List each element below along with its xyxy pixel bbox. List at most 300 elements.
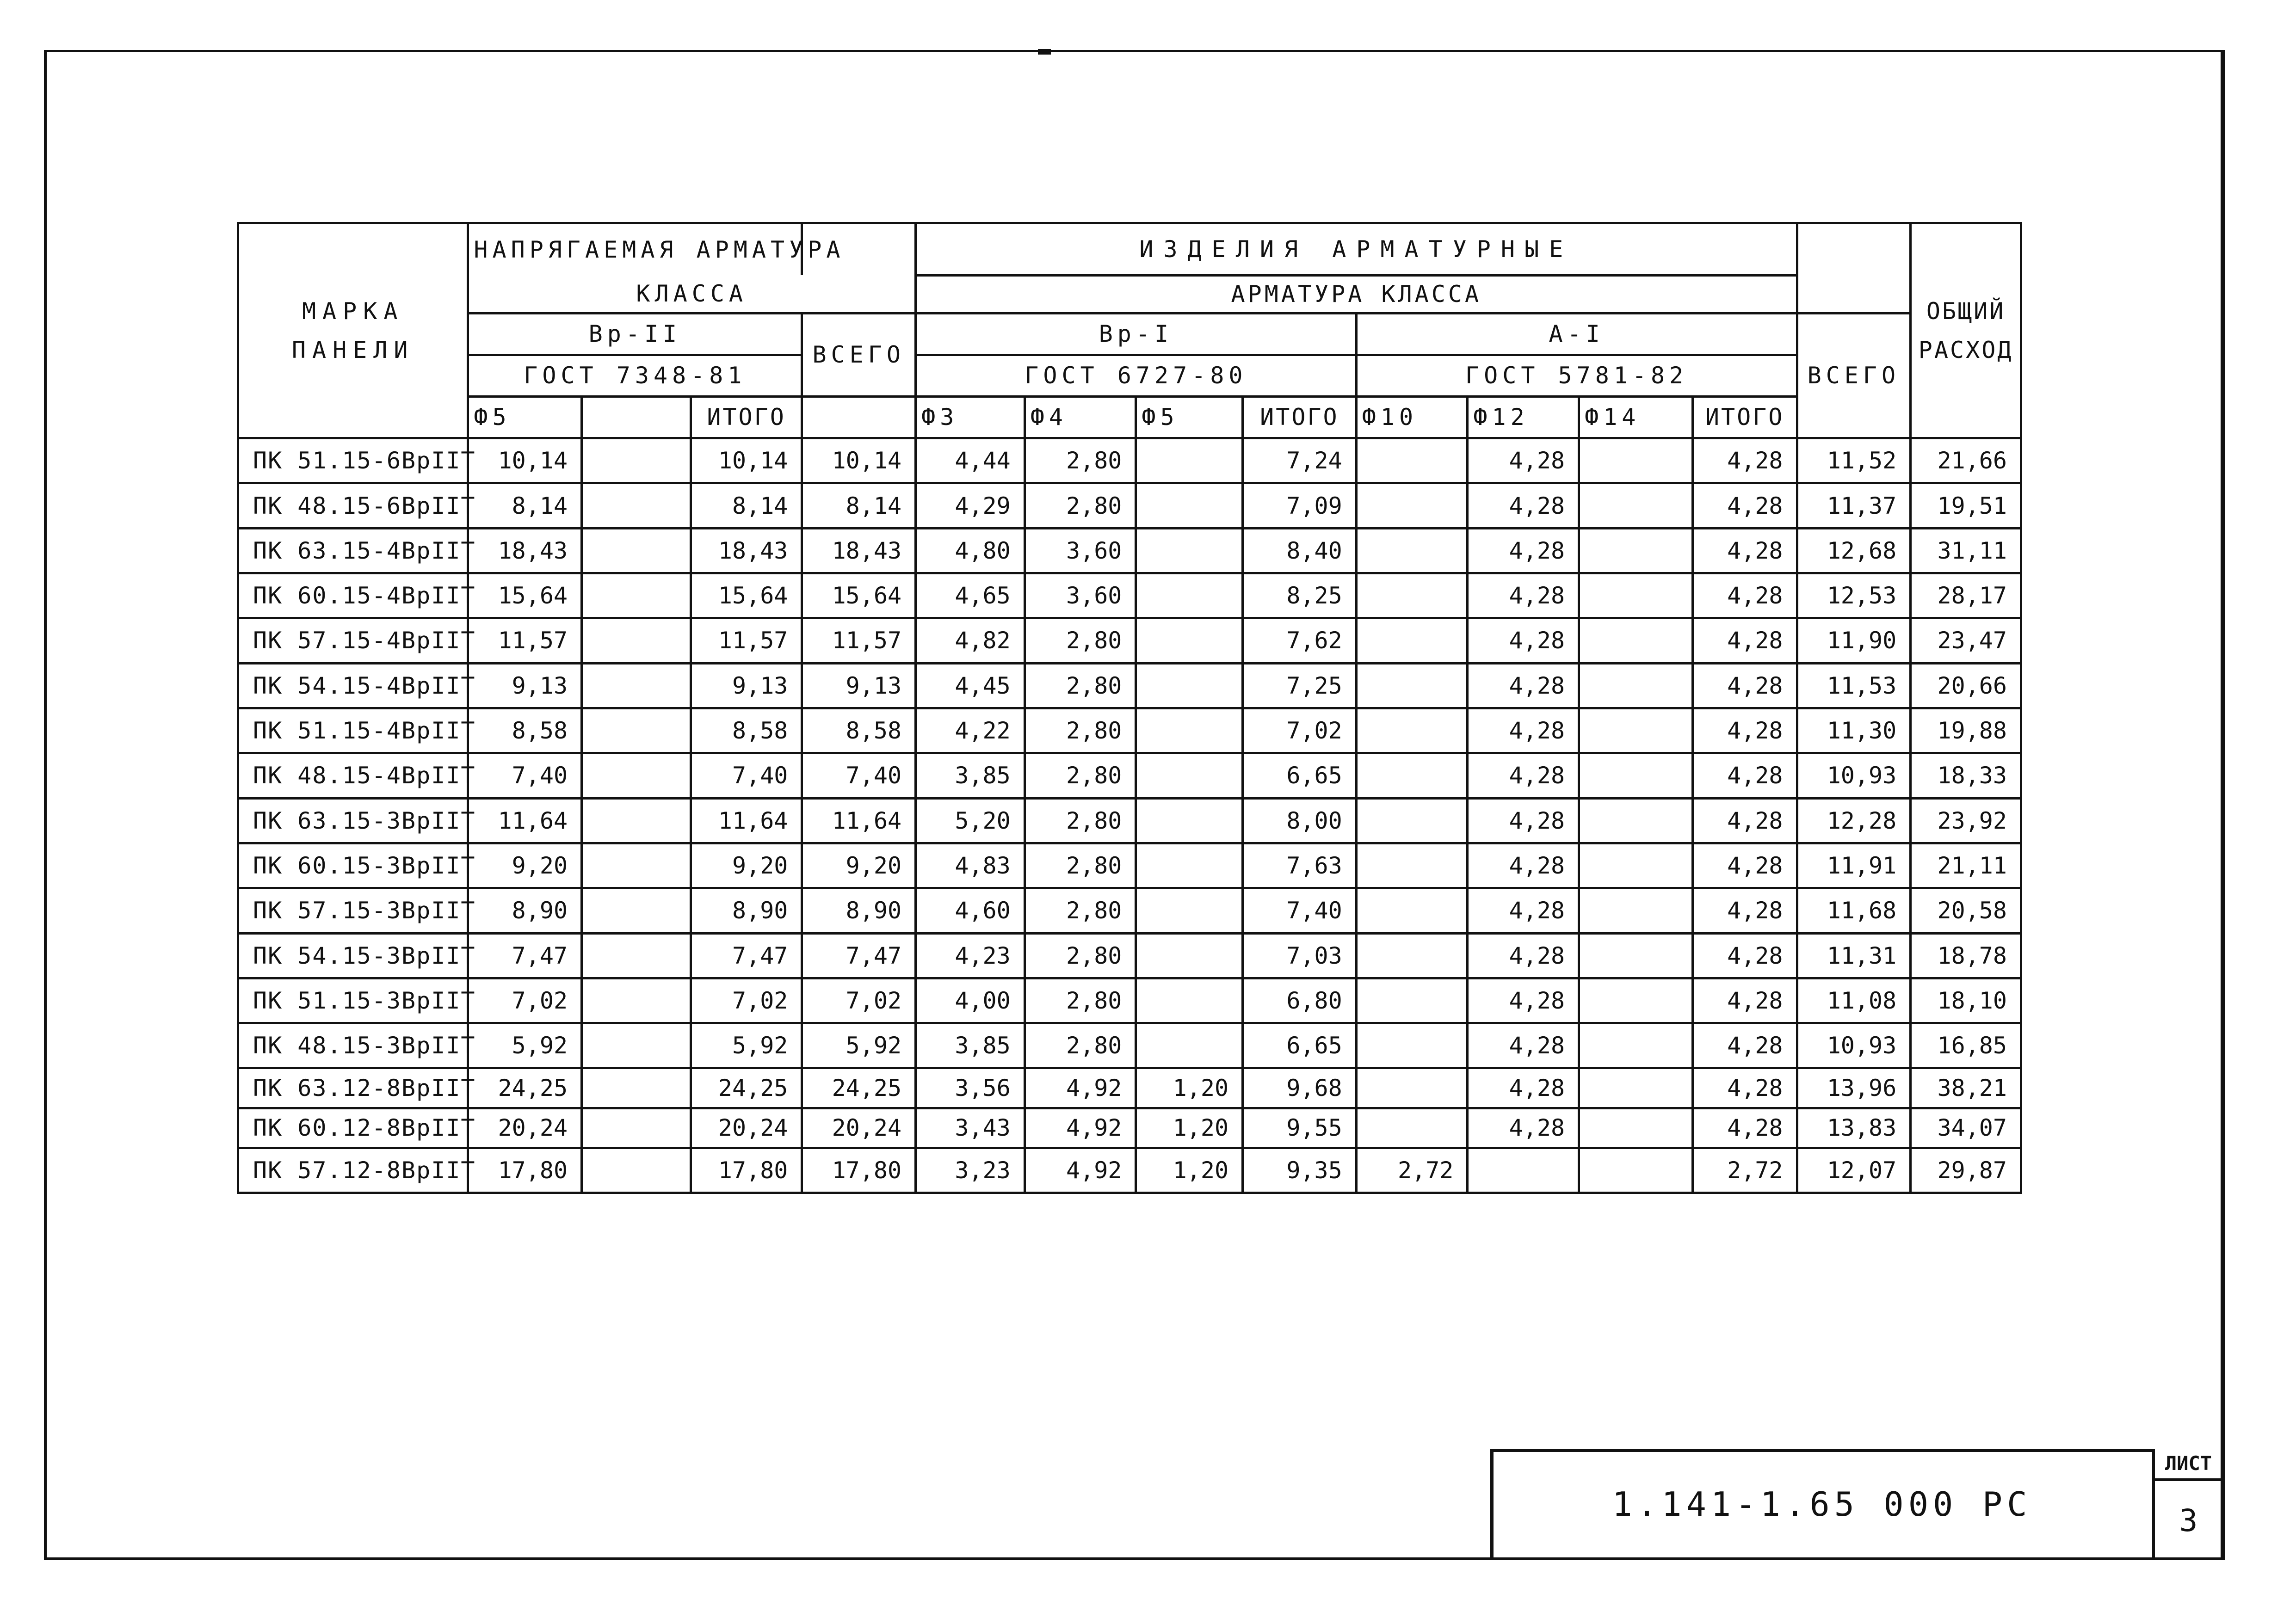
cell-f14 (1579, 843, 1693, 888)
cell-it2: 4,28 (1692, 933, 1797, 978)
cell-it2: 4,28 (1692, 1068, 1797, 1108)
cell-mark: ПК 48.15-4ВрIIТ (238, 753, 468, 798)
cell-f10 (1356, 663, 1468, 708)
table-row (238, 798, 2021, 843)
cell-blank (582, 888, 691, 933)
cell-blank (582, 528, 691, 573)
cell-all: 31,11 (1911, 528, 2021, 573)
header-prestressed-total: ВСЕГО (802, 313, 916, 396)
cell-f3: 4,82 (916, 618, 1025, 663)
cell-f5 (1136, 888, 1243, 933)
cell-ptot: 17,80 (802, 1148, 916, 1193)
cell-pit: 11,57 (691, 618, 802, 663)
cell-it1: 6,65 (1243, 753, 1357, 798)
cell-it1: 7,02 (1243, 708, 1357, 753)
cell-f12: 4,28 (1468, 438, 1579, 483)
cell-it1: 7,25 (1243, 663, 1357, 708)
cell-pit: 7,40 (691, 753, 802, 798)
cell-p5: 24,25 (468, 1068, 582, 1108)
cell-blank (582, 483, 691, 528)
cell-f4: 2,80 (1025, 798, 1136, 843)
cell-it1: 6,80 (1243, 978, 1357, 1023)
cell-ptot: 15,64 (802, 573, 916, 618)
cell-p5: 5,92 (468, 1023, 582, 1068)
cell-ptot: 11,64 (802, 798, 916, 843)
cell-blank (582, 978, 691, 1023)
cell-tot: 11,30 (1797, 708, 1911, 753)
cell-f5 (1136, 708, 1243, 753)
cell-mark: ПК 51.15-6ВрIIТ (238, 438, 468, 483)
cell-tot: 12,53 (1797, 573, 1911, 618)
cell-f10 (1356, 573, 1468, 618)
cell-f5: 1,20 (1136, 1148, 1243, 1193)
cell-f10 (1356, 888, 1468, 933)
header-products-class: АРМАТУРА КЛАССА (916, 275, 1797, 313)
cell-tot: 11,08 (1797, 978, 1911, 1023)
cell-f3: 4,65 (916, 573, 1025, 618)
table-row (238, 483, 2021, 528)
cell-blank (582, 933, 691, 978)
cell-it1: 6,65 (1243, 1023, 1357, 1068)
cell-mark: ПК 48.15-6ВрIIТ (238, 483, 468, 528)
sub-itogo-1: ИТОГО (691, 396, 802, 438)
cell-blank (582, 843, 691, 888)
cell-f14 (1579, 1023, 1693, 1068)
cell-mark: ПК 57.15-4ВрIIТ (238, 618, 468, 663)
cell-f3: 3,23 (916, 1148, 1025, 1193)
cell-tot: 12,07 (1797, 1148, 1911, 1193)
cell-f4: 2,80 (1025, 843, 1136, 888)
cell-all: 23,92 (1911, 798, 2021, 843)
header-overall: ОБЩИЙ РАСХОД (1911, 223, 2021, 438)
cell-p5: 15,64 (468, 573, 582, 618)
cell-all: 18,10 (1911, 978, 2021, 1023)
cell-it2: 4,28 (1692, 663, 1797, 708)
header-prestressed-class-word: КЛАССА (468, 275, 916, 313)
sub-blank-total (802, 396, 916, 438)
cell-mark: ПК 51.15-3ВрIIТ (238, 978, 468, 1023)
cell-f14 (1579, 933, 1693, 978)
cell-pit: 11,64 (691, 798, 802, 843)
cell-f3: 3,85 (916, 753, 1025, 798)
cell-p5: 10,14 (468, 438, 582, 483)
cell-f4: 2,80 (1025, 1023, 1136, 1068)
cell-p5: 18,43 (468, 528, 582, 573)
cell-f12: 4,28 (1468, 663, 1579, 708)
cell-f5 (1136, 483, 1243, 528)
cell-it2: 4,28 (1692, 1023, 1797, 1068)
cell-blank (582, 798, 691, 843)
cell-pit: 9,20 (691, 843, 802, 888)
cell-f10 (1356, 753, 1468, 798)
cell-blank (582, 573, 691, 618)
cell-it2: 4,28 (1692, 1108, 1797, 1148)
cell-tot: 11,91 (1797, 843, 1911, 888)
cell-ptot: 20,24 (802, 1108, 916, 1148)
cell-pit: 7,47 (691, 933, 802, 978)
cell-f14 (1579, 1068, 1693, 1108)
cell-mark: ПК 57.15-3ВрIIТ (238, 888, 468, 933)
cell-it1: 9,55 (1243, 1108, 1357, 1148)
cell-f14 (1579, 618, 1693, 663)
cell-f12: 4,28 (1468, 528, 1579, 573)
cell-ptot: 18,43 (802, 528, 916, 573)
header-products-top-blank (1797, 223, 1911, 314)
cell-f5 (1136, 438, 1243, 483)
cell-f3: 4,80 (916, 528, 1025, 573)
cell-f4: 2,80 (1025, 708, 1136, 753)
cell-ptot: 9,13 (802, 663, 916, 708)
cell-f5 (1136, 978, 1243, 1023)
cell-f10 (1356, 798, 1468, 843)
cell-f5 (1136, 933, 1243, 978)
sub-f10: Ф10 (1356, 396, 1468, 438)
header-mark: МАРКА ПАНЕЛИ (238, 223, 468, 438)
cell-tot: 11,37 (1797, 483, 1911, 528)
cell-f12: 4,28 (1468, 1068, 1579, 1108)
table-row (238, 663, 2021, 708)
cell-f5 (1136, 843, 1243, 888)
cell-p5: 17,80 (468, 1148, 582, 1193)
cell-it1: 7,62 (1243, 618, 1357, 663)
cell-p5: 7,40 (468, 753, 582, 798)
cell-it1: 8,40 (1243, 528, 1357, 573)
cell-tot: 11,31 (1797, 933, 1911, 978)
cell-tot: 10,93 (1797, 753, 1911, 798)
cell-mark: ПК 51.15-4ВрIIТ (238, 708, 468, 753)
cell-ptot: 11,57 (802, 618, 916, 663)
cell-blank (582, 663, 691, 708)
cell-all: 19,51 (1911, 483, 2021, 528)
sub-f3: Ф3 (916, 396, 1025, 438)
cell-tot: 11,53 (1797, 663, 1911, 708)
cell-it2: 4,28 (1692, 843, 1797, 888)
cell-f14 (1579, 528, 1693, 573)
cell-p5: 9,20 (468, 843, 582, 888)
cell-tot: 10,93 (1797, 1023, 1911, 1068)
cell-f10 (1356, 438, 1468, 483)
cell-f4: 4,92 (1025, 1148, 1136, 1193)
cell-ptot: 8,14 (802, 483, 916, 528)
cell-f5 (1136, 753, 1243, 798)
cell-f5 (1136, 663, 1243, 708)
cell-f5: 1,20 (1136, 1068, 1243, 1108)
cell-it2: 4,28 (1692, 708, 1797, 753)
cell-tot: 11,52 (1797, 438, 1911, 483)
cell-blank (582, 618, 691, 663)
cell-f10 (1356, 978, 1468, 1023)
cell-f12: 4,28 (1468, 1108, 1579, 1148)
cell-blank (582, 438, 691, 483)
table-row (238, 753, 2021, 798)
cell-f3: 3,56 (916, 1068, 1025, 1108)
cell-tot: 11,90 (1797, 618, 1911, 663)
cell-all: 21,66 (1911, 438, 2021, 483)
cell-ptot: 10,14 (802, 438, 916, 483)
sub-f5b: Ф5 (1136, 396, 1243, 438)
cell-ptot: 8,90 (802, 888, 916, 933)
cell-f14 (1579, 753, 1693, 798)
cell-mark: ПК 48.15-3ВрIIТ (238, 1023, 468, 1068)
header-gost-6727: ГОСТ 6727-80 (916, 355, 1357, 396)
cell-it2: 4,28 (1692, 438, 1797, 483)
cell-f4: 2,80 (1025, 888, 1136, 933)
cell-f3: 4,22 (916, 708, 1025, 753)
sub-f12: Ф12 (1468, 396, 1579, 438)
cell-tot: 13,96 (1797, 1068, 1911, 1108)
header-class-vr2: Вр-II (468, 313, 802, 355)
cell-all: 21,11 (1911, 843, 2021, 888)
cell-f14 (1579, 663, 1693, 708)
cell-p5: 8,90 (468, 888, 582, 933)
cell-ptot: 7,40 (802, 753, 916, 798)
table-row (238, 618, 2021, 663)
cell-f14 (1579, 483, 1693, 528)
cell-f10 (1356, 1068, 1468, 1108)
cell-f5 (1136, 1023, 1243, 1068)
cell-f4: 2,80 (1025, 753, 1136, 798)
cell-ptot: 9,20 (802, 843, 916, 888)
cell-all: 38,21 (1911, 1068, 2021, 1108)
cell-f4: 2,80 (1025, 483, 1136, 528)
sub-itogo-3: ИТОГО (1692, 396, 1797, 438)
cell-f14 (1579, 978, 1693, 1023)
cell-blank (582, 708, 691, 753)
cell-f10 (1356, 933, 1468, 978)
cell-f5 (1136, 798, 1243, 843)
cell-tot: 12,28 (1797, 798, 1911, 843)
frame-center-mark (1038, 49, 1051, 55)
cell-f12: 4,28 (1468, 618, 1579, 663)
cell-all: 18,33 (1911, 753, 2021, 798)
cell-f12: 4,28 (1468, 798, 1579, 843)
cell-f14 (1579, 708, 1693, 753)
cell-f12: 4,28 (1468, 933, 1579, 978)
cell-ptot: 7,47 (802, 933, 916, 978)
header-gost-7348: ГОСТ 7348-81 (468, 355, 802, 396)
cell-mark: ПК 54.15-3ВрIIТ (238, 933, 468, 978)
cell-f3: 4,00 (916, 978, 1025, 1023)
cell-f10 (1356, 843, 1468, 888)
cell-f10 (1356, 708, 1468, 753)
cell-p5: 7,47 (468, 933, 582, 978)
cell-f14 (1579, 798, 1693, 843)
cell-f4: 2,80 (1025, 933, 1136, 978)
cell-it2: 4,28 (1692, 798, 1797, 843)
cell-all: 29,87 (1911, 1148, 2021, 1193)
cell-f3: 5,20 (916, 798, 1025, 843)
cell-pit: 24,25 (691, 1068, 802, 1108)
table-row (238, 933, 2021, 978)
cell-pit: 5,92 (691, 1023, 802, 1068)
cell-ptot: 8,58 (802, 708, 916, 753)
table-row (238, 708, 2021, 753)
header-products-total: ВСЕГО (1797, 313, 1911, 438)
cell-f14 (1579, 1148, 1693, 1193)
cell-f5 (1136, 573, 1243, 618)
cell-f4: 2,80 (1025, 438, 1136, 483)
sub-f5: Ф5 (468, 396, 582, 438)
cell-f12: 4,28 (1468, 843, 1579, 888)
table-row (238, 978, 2021, 1023)
table-row (238, 1108, 2021, 1148)
cell-it2: 2,72 (1692, 1148, 1797, 1193)
cell-all: 20,66 (1911, 663, 2021, 708)
cell-f3: 4,60 (916, 888, 1025, 933)
cell-f4: 4,92 (1025, 1108, 1136, 1148)
cell-f12: 4,28 (1468, 753, 1579, 798)
table-row (238, 573, 2021, 618)
header-class-vr1: Вр-I (916, 313, 1357, 355)
cell-f12: 4,28 (1468, 483, 1579, 528)
cell-p5: 9,13 (468, 663, 582, 708)
cell-ptot: 7,02 (802, 978, 916, 1023)
cell-f3: 3,85 (916, 1023, 1025, 1068)
cell-it1: 8,00 (1243, 798, 1357, 843)
table-row (238, 1068, 2021, 1108)
cell-f12: 4,28 (1468, 573, 1579, 618)
cell-f4: 2,80 (1025, 618, 1136, 663)
cell-pit: 15,64 (691, 573, 802, 618)
table-row (238, 528, 2021, 573)
cell-f10: 2,72 (1356, 1148, 1468, 1193)
cell-pit: 10,14 (691, 438, 802, 483)
cell-f3: 4,29 (916, 483, 1025, 528)
cell-pit: 9,13 (691, 663, 802, 708)
cell-it2: 4,28 (1692, 483, 1797, 528)
cell-f3: 4,45 (916, 663, 1025, 708)
cell-f12: 4,28 (1468, 708, 1579, 753)
cell-tot: 13,83 (1797, 1108, 1911, 1148)
cell-f5: 1,20 (1136, 1108, 1243, 1148)
header-prestressed-title: НАПРЯГАЕМАЯ АРМАТУРА (468, 223, 802, 276)
cell-it2: 4,28 (1692, 618, 1797, 663)
cell-p5: 11,57 (468, 618, 582, 663)
table-row (238, 1023, 2021, 1068)
cell-mark: ПК 63.12-8ВрIIТ (238, 1068, 468, 1108)
cell-it1: 7,09 (1243, 483, 1357, 528)
cell-pit: 20,24 (691, 1108, 802, 1148)
cell-it1: 9,68 (1243, 1068, 1357, 1108)
cell-it1: 7,24 (1243, 438, 1357, 483)
cell-pit: 18,43 (691, 528, 802, 573)
cell-p5: 8,14 (468, 483, 582, 528)
header-products-title: ИЗДЕЛИЯ АРМАТУРНЫЕ (916, 223, 1797, 276)
cell-blank (582, 1108, 691, 1148)
cell-all: 16,85 (1911, 1023, 2021, 1068)
sheet-label: ЛИСТ (2152, 1449, 2225, 1481)
header-gost-5781: ГОСТ 5781-82 (1356, 355, 1797, 396)
cell-f5 (1136, 528, 1243, 573)
cell-mark: ПК 60.15-3ВрIIТ (238, 843, 468, 888)
cell-all: 19,88 (1911, 708, 2021, 753)
cell-all: 34,07 (1911, 1108, 2021, 1148)
cell-mark: ПК 54.15-4ВрIIТ (238, 663, 468, 708)
cell-pit: 17,80 (691, 1148, 802, 1193)
cell-all: 20,58 (1911, 888, 2021, 933)
cell-it1: 9,35 (1243, 1148, 1357, 1193)
cell-pit: 8,58 (691, 708, 802, 753)
header-class-a1: А-I (1356, 313, 1797, 355)
cell-f12: 4,28 (1468, 978, 1579, 1023)
sub-f14: Ф14 (1579, 396, 1693, 438)
cell-f3: 4,83 (916, 843, 1025, 888)
cell-mark: ПК 60.12-8ВрIIТ (238, 1108, 468, 1148)
cell-pit: 8,90 (691, 888, 802, 933)
cell-f4: 2,80 (1025, 663, 1136, 708)
cell-f12: 4,28 (1468, 1023, 1579, 1068)
cell-f14 (1579, 573, 1693, 618)
cell-f14 (1579, 1108, 1693, 1148)
cell-pit: 7,02 (691, 978, 802, 1023)
cell-p5: 20,24 (468, 1108, 582, 1148)
sub-blank (582, 396, 691, 438)
table-body (238, 438, 2021, 1193)
cell-it2: 4,28 (1692, 753, 1797, 798)
cell-it1: 8,25 (1243, 573, 1357, 618)
cell-p5: 11,64 (468, 798, 582, 843)
sub-f4: Ф4 (1025, 396, 1136, 438)
document-code: 1.141-1.65 000 РС (1612, 1485, 2032, 1524)
cell-f12 (1468, 1148, 1579, 1193)
cell-pit: 8,14 (691, 483, 802, 528)
cell-mark: ПК 57.12-8ВрIIТ (238, 1148, 468, 1193)
cell-ptot: 24,25 (802, 1068, 916, 1108)
cell-f10 (1356, 528, 1468, 573)
cell-mark: ПК 63.15-4ВрIIТ (238, 528, 468, 573)
cell-f10 (1356, 618, 1468, 663)
cell-it1: 7,40 (1243, 888, 1357, 933)
cell-f10 (1356, 483, 1468, 528)
cell-it2: 4,28 (1692, 978, 1797, 1023)
table-row (238, 843, 2021, 888)
cell-f14 (1579, 438, 1693, 483)
reinforcement-table (237, 222, 2022, 1194)
cell-all: 18,78 (1911, 933, 2021, 978)
cell-it2: 4,28 (1692, 573, 1797, 618)
cell-f4: 3,60 (1025, 573, 1136, 618)
cell-it2: 4,28 (1692, 528, 1797, 573)
cell-blank (582, 1068, 691, 1108)
cell-ptot: 5,92 (802, 1023, 916, 1068)
cell-all: 23,47 (1911, 618, 2021, 663)
sub-itogo-2: ИТОГО (1243, 396, 1357, 438)
cell-blank (582, 1023, 691, 1068)
cell-it2: 4,28 (1692, 888, 1797, 933)
cell-all: 28,17 (1911, 573, 2021, 618)
table-row (238, 1148, 2021, 1193)
cell-f12: 4,28 (1468, 888, 1579, 933)
cell-f4: 3,60 (1025, 528, 1136, 573)
cell-f3: 4,23 (916, 933, 1025, 978)
cell-f10 (1356, 1023, 1468, 1068)
cell-tot: 12,68 (1797, 528, 1911, 573)
cell-f10 (1356, 1108, 1468, 1148)
cell-it1: 7,03 (1243, 933, 1357, 978)
cell-f4: 4,92 (1025, 1068, 1136, 1108)
cell-tot: 11,68 (1797, 888, 1911, 933)
cell-mark: ПК 60.15-4ВрIIТ (238, 573, 468, 618)
table-row (238, 438, 2021, 483)
cell-mark: ПК 63.15-3ВрIIТ (238, 798, 468, 843)
cell-f5 (1136, 618, 1243, 663)
cell-f4: 2,80 (1025, 978, 1136, 1023)
sheet-number: 3 (2179, 1502, 2198, 1538)
cell-blank (582, 753, 691, 798)
cell-blank (582, 1148, 691, 1193)
cell-p5: 7,02 (468, 978, 582, 1023)
cell-f14 (1579, 888, 1693, 933)
